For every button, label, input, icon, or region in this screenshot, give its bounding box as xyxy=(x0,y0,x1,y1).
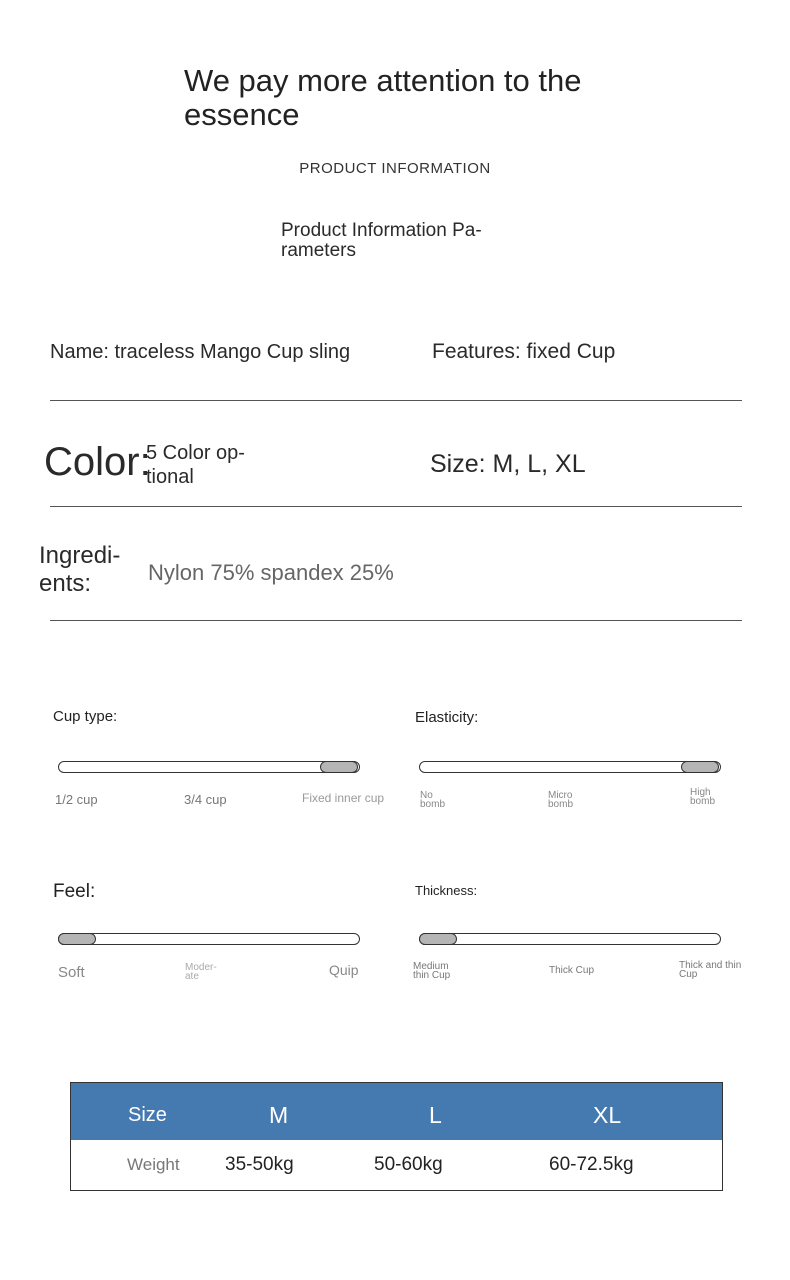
size-table-header xyxy=(71,1083,722,1140)
product-features: Features: fixed Cup xyxy=(432,340,616,363)
params-title: Product Information Pa- rameters xyxy=(281,220,482,261)
feel-option: Moder- ate xyxy=(185,962,217,982)
size-header-cell: L xyxy=(429,1102,442,1128)
thickness-indicator xyxy=(419,933,457,945)
feel-option: Quip xyxy=(329,962,359,978)
size-header-cell: Size xyxy=(128,1104,167,1126)
ingredients-value: Nylon 75% spandex 25% xyxy=(148,560,394,585)
color-value: 5 Color op- tional xyxy=(146,442,245,488)
thickness-title: Thickness: xyxy=(415,883,478,898)
size-header-cell: M xyxy=(269,1102,289,1128)
elasticity-title: Elasticity: xyxy=(415,709,479,726)
elasticity-indicator xyxy=(681,761,719,773)
ingredients-label: Ingredi- ents: xyxy=(39,542,121,597)
cup-type-option: Fixed inner cup xyxy=(302,791,385,805)
size-value: Size: M, L, XL xyxy=(430,450,586,478)
cup-type-indicator xyxy=(320,761,358,773)
thickness-option: Thick and thin Cup xyxy=(679,960,742,980)
product-name: Name: traceless Mango Cup sling xyxy=(50,341,351,363)
divider xyxy=(50,506,742,507)
divider xyxy=(50,620,742,621)
divider xyxy=(50,400,742,401)
thickness-option: Thick Cup xyxy=(549,965,595,976)
cup-type-scale xyxy=(58,761,360,773)
size-table-row xyxy=(71,1140,722,1190)
feel-scale xyxy=(58,933,360,945)
weight-cell: 60-72.5kg xyxy=(549,1154,634,1175)
headline: We pay more attention to the essence xyxy=(184,63,582,132)
cup-type-option: 3/4 cup xyxy=(184,792,227,807)
color-label: Color: xyxy=(44,440,151,484)
thickness-option: Medium thin Cup xyxy=(413,961,451,981)
weight-label: Weight xyxy=(127,1155,180,1174)
cup-type-option: 1/2 cup xyxy=(55,792,98,807)
feel-indicator xyxy=(58,933,96,945)
weight-cell: 50-60kg xyxy=(374,1154,443,1175)
weight-cell: 35-50kg xyxy=(225,1154,294,1175)
elasticity-option: Micro bomb xyxy=(548,790,574,810)
size-header-cell: XL xyxy=(593,1102,622,1128)
elasticity-option: High bomb xyxy=(690,787,716,807)
section-subhead: PRODUCT INFORMATION xyxy=(299,160,491,177)
cup-type-title: Cup type: xyxy=(53,708,118,725)
elasticity-scale xyxy=(419,761,721,773)
feel-option: Soft xyxy=(58,964,85,981)
elasticity-option: No bomb xyxy=(420,790,446,810)
size-table xyxy=(70,1082,723,1191)
feel-title: Feel: xyxy=(53,881,96,902)
thickness-scale xyxy=(419,933,721,945)
